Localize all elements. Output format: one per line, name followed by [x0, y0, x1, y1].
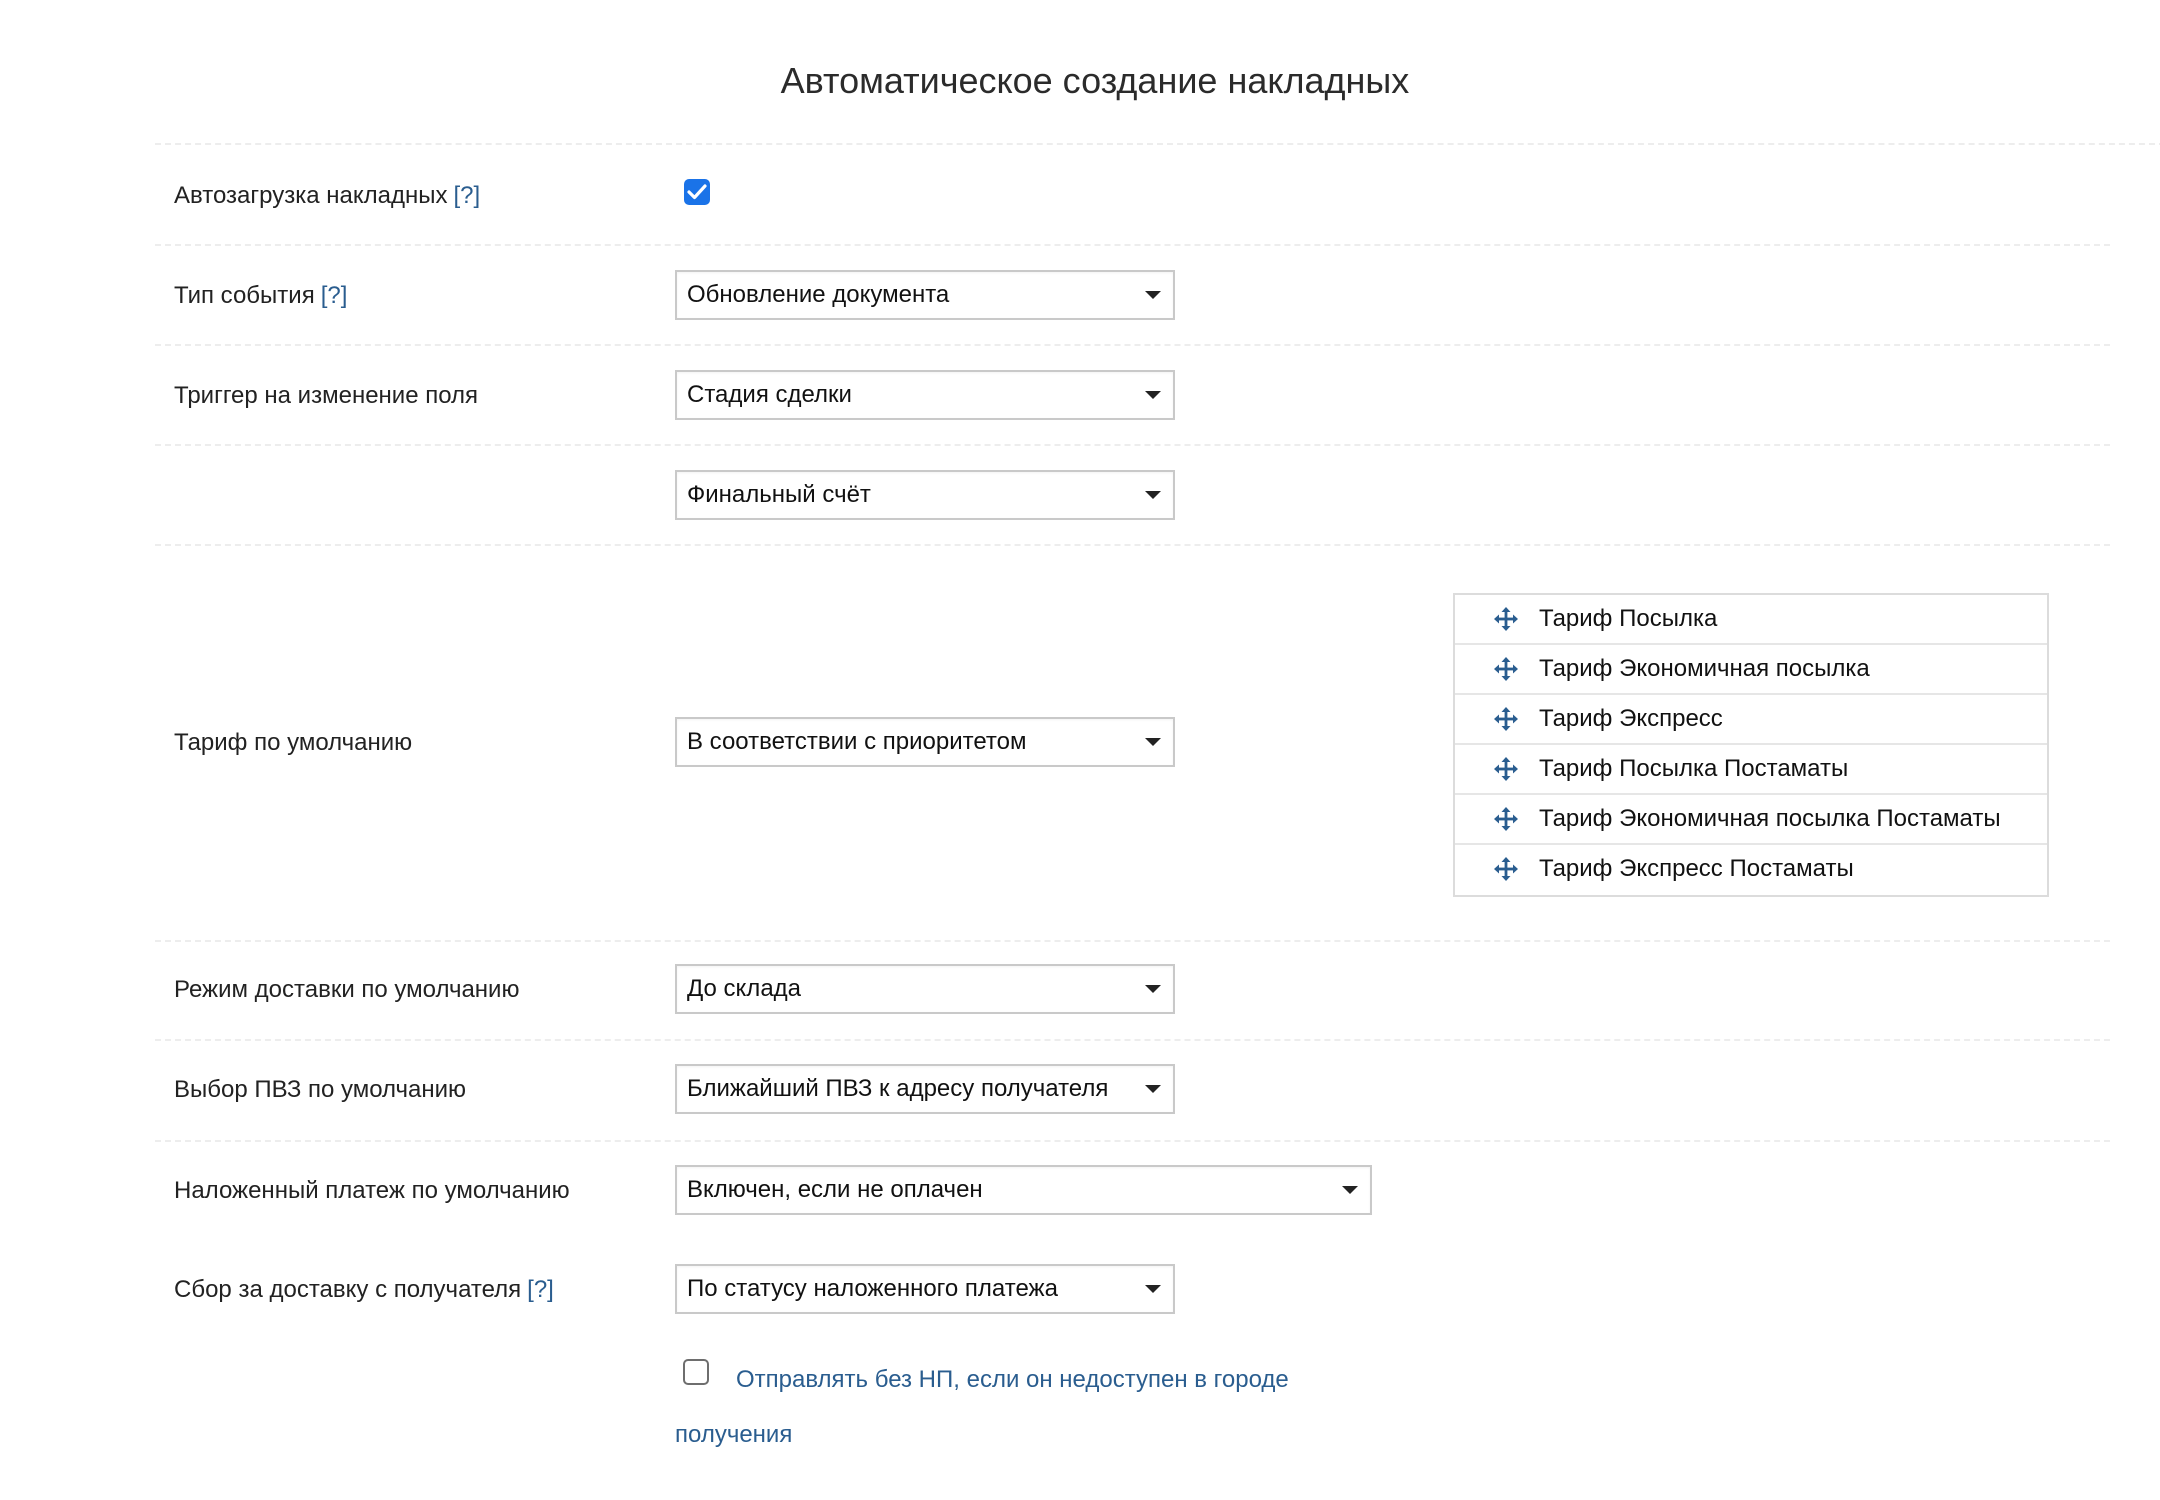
divider [155, 544, 2110, 546]
priority-item-label: Тариф Экономичная посылка [1539, 655, 1870, 682]
divider [155, 1140, 2110, 1142]
move-arrows-icon[interactable] [1493, 656, 1519, 682]
fee-label [174, 1275, 554, 1305]
autoload-label-text: Автозагрузка накладных [174, 182, 448, 209]
delivery-mode-value: До склада [687, 975, 802, 1002]
tariff-value: В соответствии с приоритетом [687, 728, 1027, 755]
divider [155, 244, 2110, 246]
cod-select[interactable] [675, 1165, 1372, 1215]
pvz-select[interactable] [675, 1064, 1175, 1114]
divider [155, 940, 2110, 942]
trigger-stage-value: Финальный счёт [687, 481, 871, 508]
caret-down-icon [1145, 738, 1161, 746]
caret-down-icon [1145, 291, 1161, 299]
priority-item[interactable] [1455, 595, 2047, 645]
event-type-label [174, 281, 347, 311]
delivery-mode-label: Режим доставки по умолчанию [174, 976, 520, 1003]
priority-item[interactable] [1455, 745, 2047, 795]
no-cod-checkbox-label[interactable]: Отправлять без НП, если он недоступен в городе получения [675, 1366, 1289, 1448]
move-arrows-icon[interactable] [1493, 856, 1519, 882]
tariff-label: Тариф по умолчанию [174, 729, 413, 756]
caret-down-icon [1145, 1085, 1161, 1093]
tariff-select[interactable] [675, 717, 1175, 767]
fee-value: По статусу наложенного платежа [687, 1275, 1058, 1302]
divider [155, 143, 2160, 145]
autoload-checkbox[interactable] [684, 179, 710, 205]
divider [155, 444, 2110, 446]
tariff-priority-list [1453, 593, 2049, 897]
caret-down-icon [1342, 1186, 1358, 1194]
event-type-value: Обновление документа [687, 281, 950, 308]
caret-down-icon [1145, 985, 1161, 993]
fee-select[interactable] [675, 1264, 1175, 1314]
move-arrows-icon[interactable] [1493, 606, 1519, 632]
autoload-help-link[interactable]: [?] [453, 182, 481, 209]
autoload-label [174, 181, 480, 211]
page-title: Автоматическое создание накладных [780, 60, 1410, 101]
priority-item-label: Тариф Посылка Постаматы [1539, 755, 1849, 782]
trigger-field-value: Стадия сделки [687, 381, 852, 408]
pvz-label: Выбор ПВЗ по умолчанию [174, 1076, 467, 1103]
event-type-help-link[interactable]: [?] [320, 282, 348, 309]
trigger-label: Триггер на изменение поля [174, 382, 479, 409]
divider [155, 344, 2110, 346]
priority-item-label: Тариф Экспресс [1539, 705, 1723, 732]
event-type-select[interactable] [675, 270, 1175, 320]
move-arrows-icon[interactable] [1493, 806, 1519, 832]
pvz-value: Ближайший ПВЗ к адресу получателя [687, 1075, 1109, 1102]
priority-item-label: Тариф Посылка [1539, 605, 1718, 632]
trigger-stage-select[interactable] [675, 470, 1175, 520]
delivery-mode-select[interactable] [675, 964, 1175, 1014]
move-arrows-icon[interactable] [1493, 756, 1519, 782]
cod-value: Включен, если не оплачен [687, 1176, 983, 1203]
priority-item[interactable] [1455, 645, 2047, 695]
event-type-label-text: Тип события [174, 282, 315, 309]
caret-down-icon [1145, 491, 1161, 499]
priority-item[interactable] [1455, 695, 2047, 745]
priority-item-label: Тариф Экономичная посылка Постаматы [1539, 805, 2001, 832]
caret-down-icon [1145, 1285, 1161, 1293]
priority-item-label: Тариф Экспресс Постаматы [1539, 855, 1854, 882]
divider [155, 1039, 2110, 1041]
caret-down-icon [1145, 391, 1161, 399]
checkmark-icon [687, 183, 707, 201]
priority-item[interactable] [1455, 845, 2047, 895]
priority-item[interactable] [1455, 795, 2047, 845]
fee-label-text: Сбор за доставку с получателя [174, 1276, 522, 1303]
cod-label: Наложенный платеж по умолчанию [174, 1177, 570, 1204]
trigger-field-select[interactable] [675, 370, 1175, 420]
fee-help-link[interactable]: [?] [527, 1276, 554, 1303]
move-arrows-icon[interactable] [1493, 706, 1519, 732]
